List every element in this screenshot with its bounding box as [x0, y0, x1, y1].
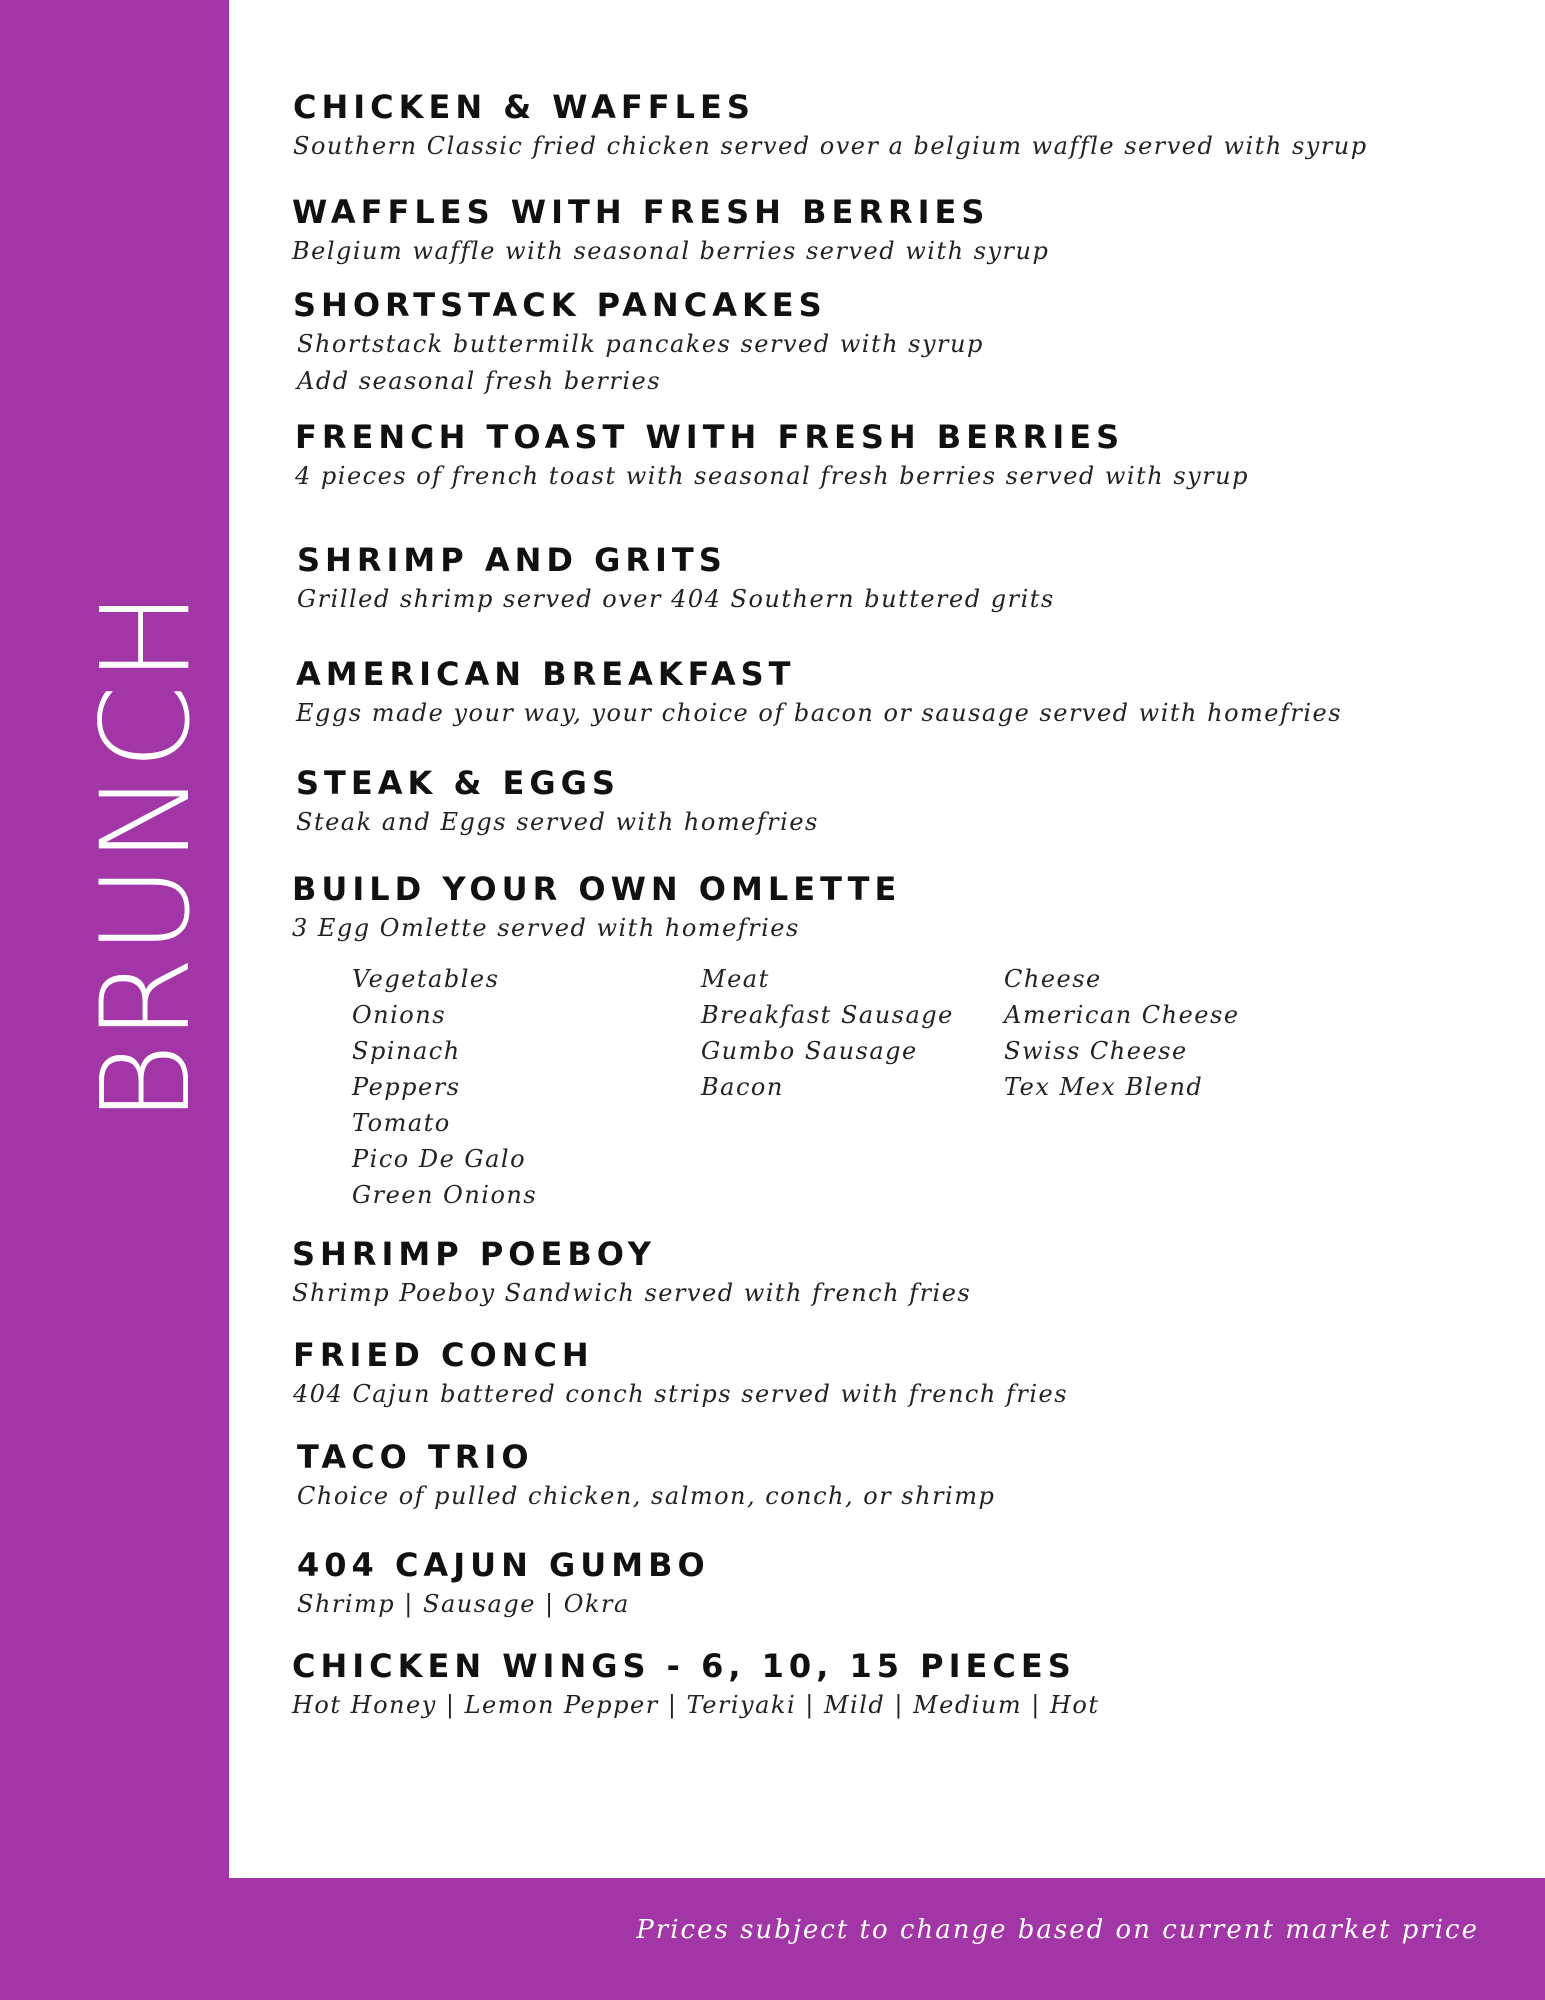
option-item: Tomato	[352, 1109, 451, 1137]
options-column-vegetables	[352, 961, 537, 1213]
item-description: Add seasonal fresh berries	[297, 367, 662, 395]
item-name: WAFFLES WITH FRESH BERRIES	[292, 193, 990, 231]
option-heading: Vegetables	[352, 965, 500, 993]
item-description: Shrimp | Sausage | Okra	[297, 1590, 630, 1618]
item-description: 3 Egg Omlette served with homefries	[292, 914, 800, 942]
option-item: Spinach	[352, 1037, 461, 1065]
menu-item	[297, 1546, 710, 1623]
menu-item	[292, 1647, 1100, 1724]
menu-item	[297, 541, 1055, 618]
item-name: CHICKEN & WAFFLES	[293, 88, 755, 126]
option-item: Tex Mex Blend	[1004, 1073, 1204, 1101]
item-description: Belgium waffle with seasonal berries served with syrup	[292, 237, 1050, 265]
options-column-cheese	[1004, 961, 1240, 1105]
option-item: Green Onions	[352, 1181, 538, 1209]
item-name: SHRIMP AND GRITS	[297, 541, 727, 579]
section-title: BRUNCH	[75, 588, 217, 1124]
option-item: Swiss Cheese	[1004, 1037, 1188, 1065]
options-column-meat	[701, 961, 954, 1105]
item-description: 4 pieces of french toast with seasonal fresh berries served with syrup	[295, 462, 1249, 490]
menu-item	[293, 286, 984, 400]
item-description: Southern Classic fried chicken served over a belgium waffle served with syrup	[293, 132, 1368, 160]
option-heading: Cheese	[1004, 965, 1102, 993]
option-item: Pico De Galo	[352, 1145, 527, 1173]
menu-item	[296, 655, 1342, 732]
item-description: Hot Honey | Lemon Pepper | Teriyaki | Mild | Medium | Hot	[292, 1691, 1100, 1719]
item-name: 404 CAJUN GUMBO	[297, 1546, 710, 1584]
option-item: Bacon	[701, 1073, 784, 1101]
item-description: Steak and Eggs served with homefries	[296, 808, 819, 836]
menu-item	[293, 88, 1368, 165]
item-name: SHRIMP POEBOY	[292, 1235, 656, 1273]
item-description: Eggs made your way, your choice of bacon or sausage served with homefries	[296, 699, 1343, 727]
item-description: 404 Cajun battered conch strips served with french fries	[293, 1380, 1069, 1408]
item-name: AMERICAN BREAKFAST	[296, 655, 796, 693]
menu-item	[296, 764, 819, 841]
option-item: Breakfast Sausage	[701, 1001, 954, 1029]
menu-item	[297, 1438, 995, 1515]
menu-item	[292, 193, 1049, 270]
option-item: Onions	[352, 1001, 447, 1029]
menu-item	[292, 1235, 971, 1312]
item-description: Shortstack buttermilk pancakes served with syrup	[297, 330, 984, 358]
item-description: Choice of pulled chicken, salmon, conch, or shrimp	[297, 1482, 996, 1510]
item-name: STEAK & EGGS	[296, 764, 620, 802]
menu-item	[293, 1336, 1068, 1413]
option-heading: Meat	[701, 965, 770, 993]
option-item: Gumbo Sausage	[701, 1037, 918, 1065]
item-description: Grilled shrimp served over 404 Southern buttered grits	[297, 585, 1055, 613]
item-name: FRIED CONCH	[293, 1336, 594, 1374]
item-name: BUILD YOUR OWN OMLETTE	[292, 870, 902, 908]
option-item: American Cheese	[1004, 1001, 1240, 1029]
item-name: CHICKEN WINGS - 6, 10, 15 PIECES	[292, 1647, 1076, 1685]
item-name: FRENCH TOAST WITH FRESH BERRIES	[295, 418, 1125, 456]
menu-item	[292, 870, 901, 947]
item-description: Shrimp Poeboy Sandwich served with french fries	[292, 1279, 972, 1307]
item-name: SHORTSTACK PANCAKES	[293, 286, 827, 324]
item-name: TACO TRIO	[297, 1438, 534, 1476]
menu-item	[295, 418, 1249, 495]
option-item: Peppers	[352, 1073, 461, 1101]
footer-note: Prices subject to change based on current market price	[636, 1915, 1479, 1945]
